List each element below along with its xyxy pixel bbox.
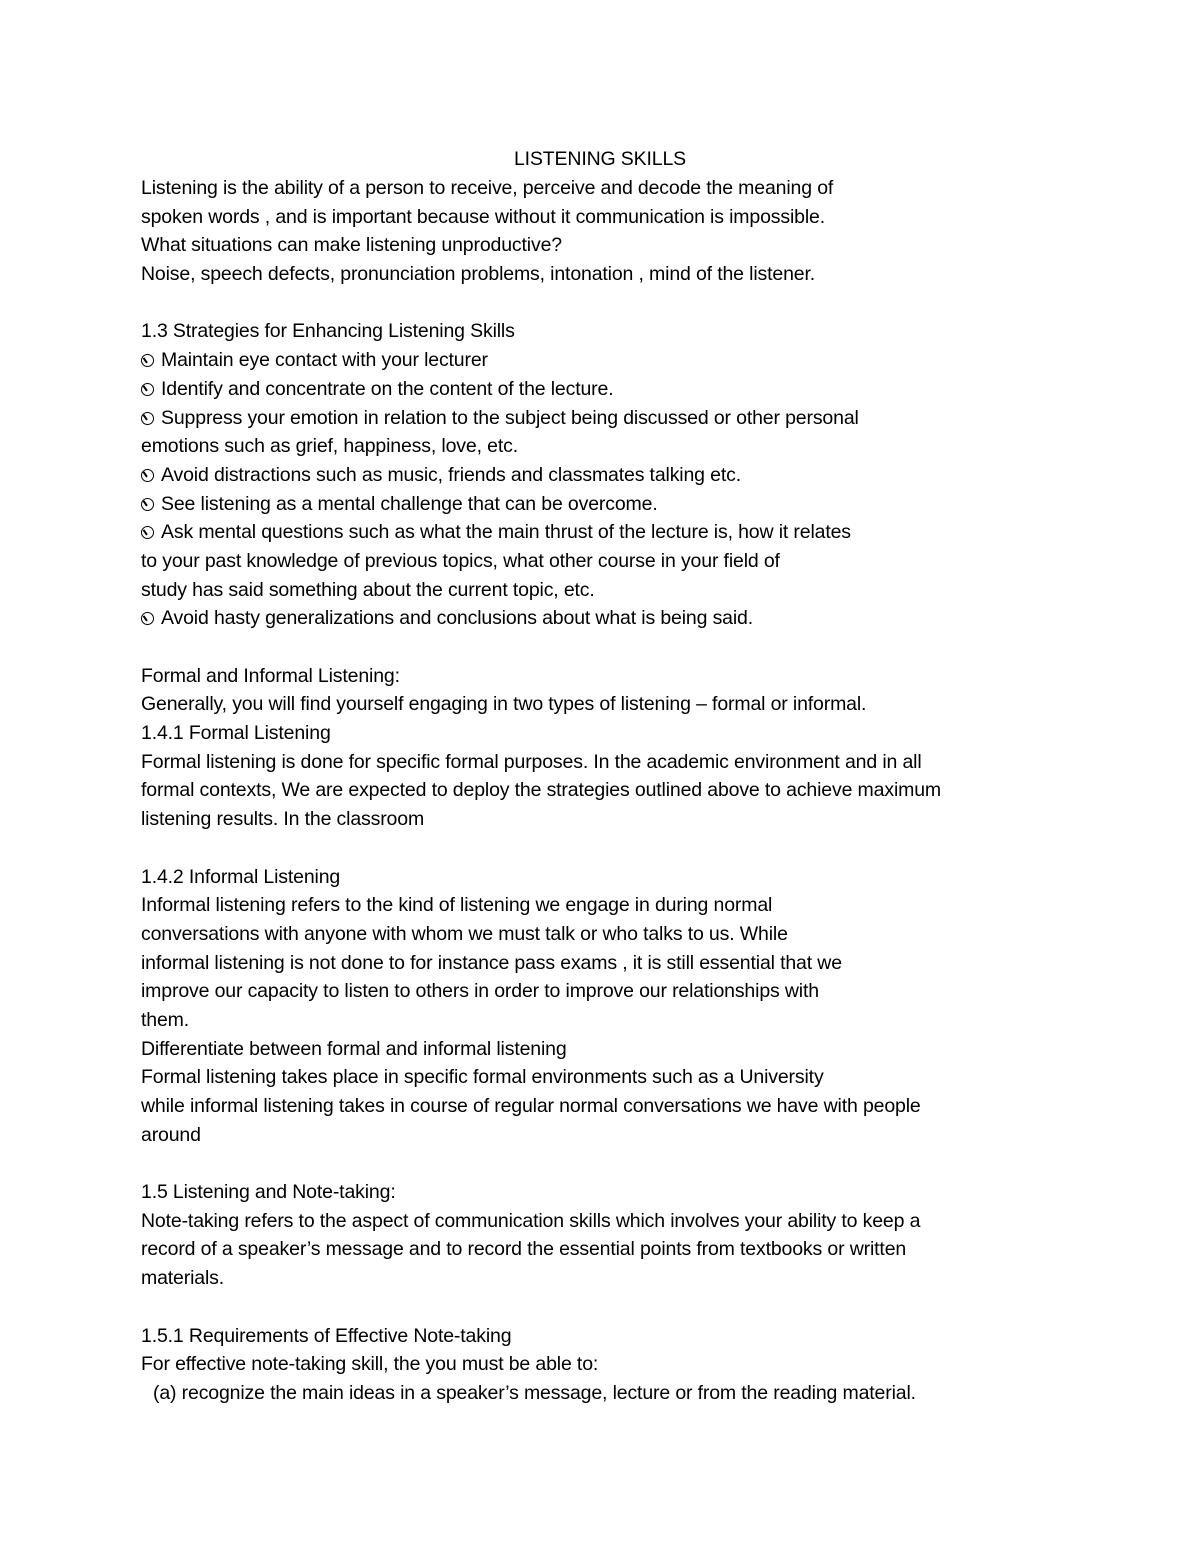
note-taking-line: Note-taking refers to the aspect of communication skills which involves your ability to keep a — [141, 1209, 921, 1232]
strategy-continuation: emotions such as grief, happiness, love, etc. — [141, 435, 518, 458]
blank-line — [141, 289, 1181, 318]
strategy-text: See listening as a mental challenge that can be overcome. — [161, 492, 658, 515]
strategy-text: Identify and concentrate on the content of the lecture. — [161, 377, 614, 400]
informal-listening-line: improve our capacity to listen to others in order to improve our relationships with — [141, 980, 819, 1003]
informal-listening-line: Differentiate between formal and informal listening — [141, 1037, 567, 1060]
informal-listening-line: Formal listening takes place in specific formal environments such as a University — [141, 1066, 824, 1089]
formal-informal-heading: Formal and Informal Listening: — [141, 664, 400, 687]
strategy-text: Suppress your emotion in relation to the subject being discussed or other personal — [161, 406, 859, 429]
strategy-item — [141, 404, 1181, 433]
informal-listening-line: conversations with anyone with whom we must talk or who talks to us. While — [141, 922, 788, 945]
clock-icon — [141, 469, 154, 482]
formal-listening-line: listening results. In the classroom — [141, 808, 425, 831]
strategy-text: Ask mental questions such as what the main thrust of the lecture is, how it relates — [161, 521, 851, 544]
strategy-text: Avoid hasty generalizations and conclusions about what is being said. — [161, 607, 754, 630]
intro-line: Listening is the ability of a person to receive, perceive and decode the meaning of — [141, 177, 834, 199]
note-taking-heading: 1.5 Listening and Note-taking: — [141, 1181, 396, 1204]
strategy-text: Avoid distractions such as music, friends and classmates talking etc. — [161, 463, 741, 486]
clock-icon — [141, 354, 154, 367]
blank-line — [141, 633, 1181, 662]
note-taking-line: record of a speaker’s message and to record the essential points from textbooks or written — [141, 1238, 907, 1261]
strategies-heading: 1.3 Strategies for Enhancing Listening Skills — [141, 320, 515, 343]
strategy-text: Maintain eye contact with your lecturer — [161, 349, 488, 372]
strategy-item — [141, 346, 1181, 375]
informal-listening-line: informal listening is not done to for instance pass exams , it is still essential that we — [141, 951, 842, 974]
requirements-heading: 1.5.1 Requirements of Effective Note-taking — [141, 1324, 512, 1347]
clock-icon — [141, 526, 154, 539]
informal-listening-line: them. — [141, 1008, 190, 1031]
strategy-item — [141, 375, 1181, 404]
requirements-intro: For effective note-taking skill, the you must be able to: — [141, 1353, 599, 1376]
formal-listening-line: formal contexts, We are expected to deploy the strategies outlined above to achieve maximum — [141, 779, 942, 802]
formal-listening-heading: 1.4.1 Formal Listening — [141, 722, 331, 745]
informal-listening-line: around — [141, 1123, 201, 1146]
strategy-item — [141, 518, 1181, 547]
strategy-item — [141, 604, 1181, 633]
strategy-continuation: to your past knowledge of previous topics, what other course in your field of — [141, 549, 780, 572]
blank-line — [141, 1149, 1181, 1178]
strategy-item — [141, 461, 1181, 490]
intro-line: Noise, speech defects, pronunciation problems, intonation , mind of the listener. — [141, 263, 815, 286]
intro-line: What situations can make listening unproductive? — [141, 234, 562, 257]
informal-listening-line: Informal listening refers to the kind of listening we engage in during normal — [141, 894, 773, 917]
formal-informal-intro: Generally, you will find yourself engaging in two types of listening – formal or informal. — [141, 693, 867, 716]
strategy-item — [141, 490, 1181, 519]
note-taking-line: materials. — [141, 1267, 225, 1290]
strategy-continuation: study has said something about the current topic, etc. — [141, 578, 595, 601]
clock-icon — [141, 412, 154, 425]
clock-icon — [141, 383, 154, 396]
informal-listening-heading: 1.4.2 Informal Listening — [141, 865, 341, 888]
document-body — [141, 174, 1181, 1408]
formal-listening-line: Formal listening is done for specific formal purposes. In the academic environment and in all — [141, 750, 922, 773]
document-title: LISTENING SKILLS — [513, 148, 687, 170]
informal-listening-line: while informal listening takes in course of regular normal conversations we have with people — [141, 1095, 921, 1117]
clock-icon — [141, 498, 154, 511]
blank-line — [141, 834, 1181, 863]
clock-icon — [141, 612, 154, 625]
intro-line: spoken words , and is important because without it communication is impossible. — [141, 205, 825, 228]
blank-line — [141, 1293, 1181, 1322]
requirements-item: (a) recognize the main ideas in a speaker’s message, lecture or from the reading material. — [153, 1381, 916, 1404]
